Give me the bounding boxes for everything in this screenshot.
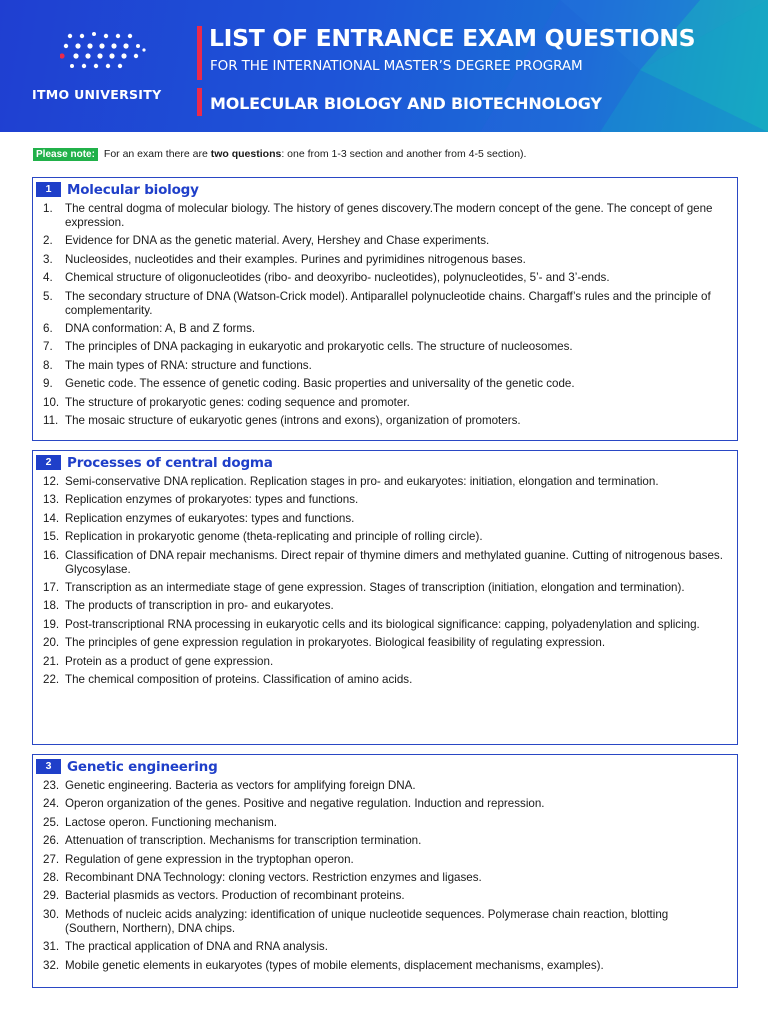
- question-number-text: 18.: [43, 599, 60, 613]
- question-list: [33, 475, 737, 691]
- section-number: 2: [36, 455, 61, 470]
- question-number: [33, 340, 65, 354]
- question-text: Transcription as an intermediate stage of gene expression. Stages of transcription (initiation, elongation and termination).: [65, 580, 685, 594]
- question-number-text: 20.: [43, 636, 60, 650]
- question-number: [33, 359, 65, 373]
- question-text: Protein as a product of gene expression.: [65, 654, 274, 668]
- section-processes-central-dogma: [32, 450, 738, 745]
- question-number-text: 31.: [43, 940, 60, 954]
- section-number: 1: [36, 182, 61, 197]
- page-subtitle: FOR THE INTERNATIONAL MASTER’S DEGREE PROGRAM: [210, 58, 583, 74]
- question-text: The structure of prokaryotic genes: coding sequence and promoter.: [65, 395, 410, 409]
- question-item: [33, 549, 737, 577]
- question-text: Post-transcriptional RNA processing in eukaryotic cells and its biological significance: capping, polyadenylation and splicing.: [65, 617, 700, 631]
- question-item: [33, 853, 737, 867]
- question-text: Attenuation of transcription. Mechanisms for transcription termination.: [65, 834, 422, 848]
- question-text: The mosaic structure of eukaryotic genes (introns and exons), organization of promoters.: [65, 413, 521, 427]
- question-item: [33, 816, 737, 830]
- question-number: [33, 779, 65, 793]
- question-item: [33, 581, 737, 595]
- question-item: [33, 779, 737, 793]
- question-number-text: 15.: [43, 530, 60, 544]
- question-text: Replication in prokaryotic genome (theta-replicating and principle of rolling circle).: [65, 530, 483, 544]
- question-number-text: 24.: [43, 797, 60, 811]
- question-number: [33, 889, 65, 903]
- question-item: [33, 908, 737, 936]
- question-number: [33, 908, 65, 936]
- question-number: [33, 655, 65, 669]
- question-number-text: 5.: [43, 289, 53, 303]
- question-text: Replication enzymes of eukaryotes: types and functions.: [65, 511, 355, 525]
- question-number-text: 7.: [43, 340, 53, 354]
- question-number: [33, 493, 65, 507]
- question-number: [33, 834, 65, 848]
- question-number: [33, 475, 65, 489]
- question-item: [33, 530, 737, 544]
- question-text: Bacterial plasmids as vectors. Production of recombinant proteins.: [65, 889, 405, 903]
- question-number-text: 21.: [43, 654, 60, 668]
- section-genetic-engineering: [32, 754, 738, 988]
- question-text: The chemical composition of proteins. Classification of amino acids.: [65, 672, 413, 686]
- question-number-text: 9.: [43, 377, 53, 391]
- question-number-text: 6.: [43, 321, 53, 335]
- question-number: [33, 271, 65, 285]
- section-title: Genetic engineering: [67, 758, 218, 775]
- question-text: The main types of RNA: structure and functions.: [65, 358, 312, 372]
- question-item: [33, 340, 737, 354]
- question-number: [33, 853, 65, 867]
- question-item: [33, 636, 737, 650]
- question-number: [33, 549, 65, 577]
- question-item: [33, 889, 737, 903]
- question-number: [33, 816, 65, 830]
- question-number-text: 10.: [43, 395, 60, 409]
- question-number: [33, 396, 65, 410]
- question-number-text: 14.: [43, 511, 60, 525]
- question-number-text: 17.: [43, 580, 60, 594]
- section-header: [36, 758, 218, 775]
- question-item: [33, 493, 737, 507]
- question-number: [33, 581, 65, 595]
- question-number: [33, 253, 65, 267]
- question-text: Recombinant DNA Technology: cloning vectors. Restriction enzymes and ligases.: [65, 870, 482, 884]
- question-text: Operon organization of the genes. Positive and negative regulation. Induction and repression.: [65, 797, 545, 811]
- question-number-text: 4.: [43, 271, 53, 285]
- question-text: Mobile genetic elements in eukaryotes (types of mobile elements, displacement mechanisms, examples).: [65, 958, 604, 972]
- question-text: Replication enzymes of prokaryotes: types and functions.: [65, 493, 359, 507]
- program-name: MOLECULAR BIOLOGY AND BIOTECHNOLOGY: [210, 94, 602, 113]
- question-number: [33, 322, 65, 336]
- question-text: Methods of nucleic acids analyzing: identification of unique nucleotide sequences. Polymerase chain reaction, blotting (Southern, Northern), DNA chips.: [65, 907, 669, 935]
- question-item: [33, 512, 737, 526]
- question-number: [33, 512, 65, 526]
- question-item: [33, 202, 737, 230]
- question-item: [33, 475, 737, 489]
- question-number: [33, 530, 65, 544]
- question-number-text: 30.: [43, 907, 60, 921]
- question-number: [33, 599, 65, 613]
- note-text-bold: two questions: [210, 148, 282, 160]
- question-item: [33, 377, 737, 391]
- section-title: Molecular biology: [67, 181, 199, 198]
- question-number: [33, 234, 65, 248]
- question-item: [33, 322, 737, 336]
- question-item: [33, 414, 737, 428]
- question-number-text: 23.: [43, 779, 60, 792]
- question-number: [33, 673, 65, 687]
- question-number-text: 13.: [43, 493, 60, 507]
- question-item: [33, 599, 737, 613]
- question-item: [33, 797, 737, 811]
- question-item: [33, 253, 737, 267]
- question-number-text: 19.: [43, 617, 60, 631]
- question-number-text: 29.: [43, 889, 60, 903]
- question-number: [33, 636, 65, 650]
- question-number-text: 28.: [43, 870, 60, 884]
- question-number-text: 1.: [43, 202, 53, 215]
- question-number: [33, 959, 65, 973]
- question-text: DNA conformation: A, B and Z forms.: [65, 321, 256, 335]
- logo-dots-icon: [60, 30, 150, 72]
- question-item: [33, 618, 737, 632]
- question-number-text: 27.: [43, 852, 60, 866]
- question-item: [33, 271, 737, 285]
- question-number: [33, 377, 65, 391]
- question-item: [33, 290, 737, 318]
- question-number-text: 12.: [43, 475, 60, 488]
- question-number-text: 32.: [43, 958, 60, 972]
- question-text: The practical application of DNA and RNA analysis.: [65, 940, 328, 954]
- question-text: The principles of gene expression regulation in prokaryotes. Biological feasibility of regulating expression.: [65, 636, 606, 650]
- section-number: 3: [36, 759, 61, 774]
- question-number-text: 25.: [43, 815, 60, 829]
- question-item: [33, 959, 737, 973]
- question-text: The principles of DNA packaging in eukaryotic and prokaryotic cells. The structure of nucleosomes.: [65, 340, 573, 354]
- question-item: [33, 234, 737, 248]
- section-molecular-biology: [32, 177, 738, 441]
- question-item: [33, 871, 737, 885]
- question-item: [33, 655, 737, 669]
- question-text: Evidence for DNA as the genetic material. Avery, Hershey and Chase experiments.: [65, 234, 490, 248]
- question-text: Nucleosides, nucleotides and their examples. Purines and pyrimidines nitrogenous bases.: [65, 252, 526, 266]
- program-accent-bar: [197, 88, 202, 116]
- question-text: The central dogma of molecular biology. The history of genes discovery.The modern concept of the gene. The concept of gene expression.: [65, 202, 713, 229]
- question-list: [33, 779, 737, 977]
- question-number: [33, 940, 65, 954]
- question-item: [33, 940, 737, 954]
- question-item: [33, 834, 737, 848]
- question-number: [33, 618, 65, 632]
- question-number: [33, 871, 65, 885]
- question-list: [33, 202, 737, 432]
- university-logo: [30, 30, 170, 110]
- question-text: The secondary structure of DNA (Watson-Crick model). Antiparallel polynucleotide chains. Chargaff’s rules and the principle of complementarity.: [65, 289, 711, 317]
- section-header: [36, 181, 199, 198]
- question-number: [33, 202, 65, 230]
- page-title: LIST OF ENTRANCE EXAM QUESTIONS: [209, 24, 696, 52]
- section-title: Processes of central dogma: [67, 454, 273, 471]
- question-item: [33, 673, 737, 687]
- question-text: Chemical structure of oligonucleotides (ribo- and deoxyribo- nucleotides), polynucleotides, 5’- and 3’-ends.: [65, 271, 610, 285]
- question-number-text: 3.: [43, 252, 53, 266]
- question-number-text: 2.: [43, 234, 53, 248]
- question-number: [33, 797, 65, 811]
- question-text: Classification of DNA repair mechanisms. Direct repair of thymine dimers and methylated guanine. Cutting of nitrogenous bases. Glycosylase.: [65, 548, 723, 576]
- question-number-text: 16.: [43, 548, 60, 562]
- question-item: [33, 359, 737, 373]
- university-name: ITMO UNIVERSITY: [32, 87, 162, 102]
- question-number-text: 22.: [43, 672, 60, 686]
- note-text-after: : one from 1-3 section and another from 4-5 section).: [281, 148, 527, 160]
- header-banner: [0, 0, 768, 132]
- section-header: [36, 454, 273, 471]
- question-number-text: 11.: [43, 413, 59, 427]
- exam-note: [33, 148, 526, 161]
- question-number-text: 26.: [43, 834, 60, 848]
- note-text-before: For an exam there are: [103, 148, 211, 160]
- question-number: [33, 414, 65, 428]
- question-text: Genetic engineering. Bacteria as vectors for amplifying foreign DNA.: [65, 779, 416, 792]
- title-accent-bar: [197, 26, 202, 80]
- question-number-text: 8.: [43, 358, 53, 372]
- question-item: [33, 396, 737, 410]
- question-number: [33, 290, 65, 318]
- question-text: The products of transcription in pro- and eukaryotes.: [65, 599, 334, 613]
- question-text: Lactose operon. Functioning mechanism.: [65, 815, 278, 829]
- question-text: Genetic code. The essence of genetic coding. Basic properties and universality of the genetic code.: [65, 377, 575, 391]
- note-badge: Please note:: [33, 148, 98, 161]
- question-text: Semi-conservative DNA replication. Replication stages in pro- and eukaryotes: initiation, elongation and termination.: [65, 475, 659, 488]
- question-text: Regulation of gene expression in the tryptophan operon.: [65, 852, 354, 866]
